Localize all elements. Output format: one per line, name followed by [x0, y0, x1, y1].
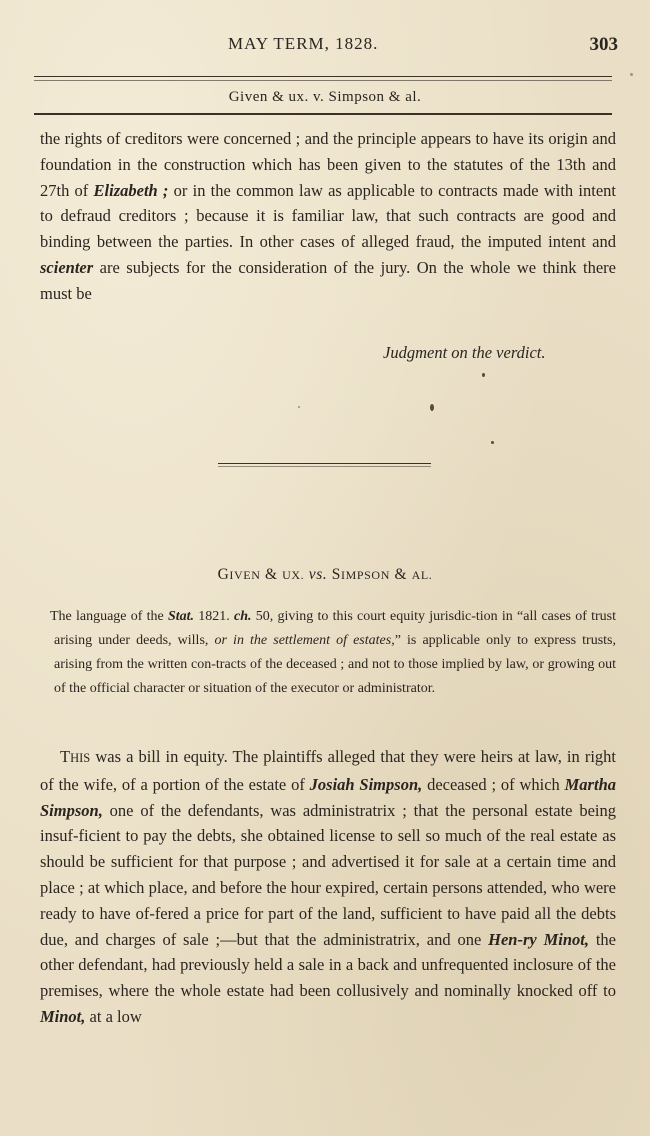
second-case-title — [0, 566, 650, 584]
paper-speck — [298, 406, 300, 408]
body-text-2: deceased ; of which — [422, 774, 565, 794]
case-header: Given & ux. v. Simpson & al. — [228, 89, 422, 105]
title-al: AL. — [411, 568, 433, 582]
title-amp: & — [260, 566, 283, 583]
body-lead-rest: HIS — [70, 751, 91, 765]
headnote-ch: ch. — [234, 609, 252, 624]
body-text-1: was a bill in equity. The plaintiffs alleged that they were heirs at law, in right of the wife, of a portion of the estate of — [40, 747, 616, 794]
section-divider-rule — [218, 463, 431, 464]
body-text-4: the other defendant, had previously held a sale in a back and unfrequented inclosure of the premises, where the whole estate had been collusively and nominally knocked off to — [40, 929, 616, 1001]
headnote-stat: Stat. — [167, 609, 195, 624]
section-divider-rule-shadow — [218, 466, 431, 467]
headnote — [40, 605, 616, 701]
title-amp2: & — [389, 566, 412, 583]
headnote-text-1: The language of the — [50, 609, 168, 624]
body-minot: Minot, — [40, 1006, 86, 1026]
paper-speck — [491, 441, 494, 444]
paper-speck — [430, 404, 434, 411]
body-martha: Martha Simpson, — [40, 774, 616, 820]
body-josiah: Josiah Simpson, — [309, 774, 423, 794]
paper-speck — [482, 373, 485, 377]
body-lead-cap: T — [60, 747, 71, 766]
headnote-text-2: 1821. — [194, 609, 234, 624]
opinion-scienter: scienter — [40, 257, 94, 277]
case-header-rule — [34, 113, 612, 115]
opinion-paragraph — [40, 126, 616, 307]
headnote-text-4: ” is applicable only to express trusts, arising from the written con-tracts of the deceased ; and not to those implied by law, or growing out of the official character or situation of the executor or administrator. — [54, 633, 616, 696]
headnote-settlement: or in the settlement of estates, — [214, 633, 395, 648]
title-vs: vs. — [304, 566, 332, 583]
body-henry: Hen-ry Minot, — [488, 929, 589, 949]
body-text-3: one of the defendants, was administratrix ; that the personal estate being insuf-ficient to pay the debts, she obtained license to sell so much of the real estate as should be sufficient for that purpose ; and advertised it for sale at a certain time and place ; at which place, and before the hour expired, certain persons attended, who were ready to have of-fered a price for part of the land, sufficient to have paid all the debts due, and charges of sale ;—but that the administratrix, and one — [40, 800, 616, 949]
opinion-text-3: are subjects for the consideration of the jury. On the whole we think there must be — [40, 257, 616, 303]
title-impson: IMPSON — [341, 568, 390, 582]
paper-speck — [630, 73, 633, 76]
opinion-text-2: or in the common law as applicable to contracts made with intent to defraud creditors ; because it is familiar law, that such contracts are good and binding between the parties. In other cases of alleged fraud, the imputed intent and — [40, 180, 616, 252]
running-title: MAY TERM, 1828. — [228, 34, 379, 53]
header-rule-top — [34, 76, 612, 77]
title-s: S — [331, 566, 342, 583]
title-iven: IVEN — [229, 568, 261, 582]
header-rule-mid — [34, 80, 612, 81]
body-text-5: at a low — [85, 1006, 142, 1026]
title-g: G — [217, 566, 230, 583]
running-head — [0, 34, 650, 60]
body-paragraph — [40, 744, 616, 1030]
headnote-text-3: 50, giving to this court equity jurisdic-tion in “all cases of trust arising under deeds, wills, — [54, 609, 616, 648]
title-ux: UX. — [282, 568, 305, 582]
page-number: 303 — [589, 34, 618, 55]
opinion-text-1: the rights of creditors were concerned ; and the principle appears to have its origin and foundation in the construction which has been given to the statutes of the 13th and 27th of — [40, 129, 616, 200]
opinion-elizabeth: Elizabeth ; — [93, 180, 169, 200]
judgment-line: Judgment on the verdict. — [383, 343, 546, 362]
